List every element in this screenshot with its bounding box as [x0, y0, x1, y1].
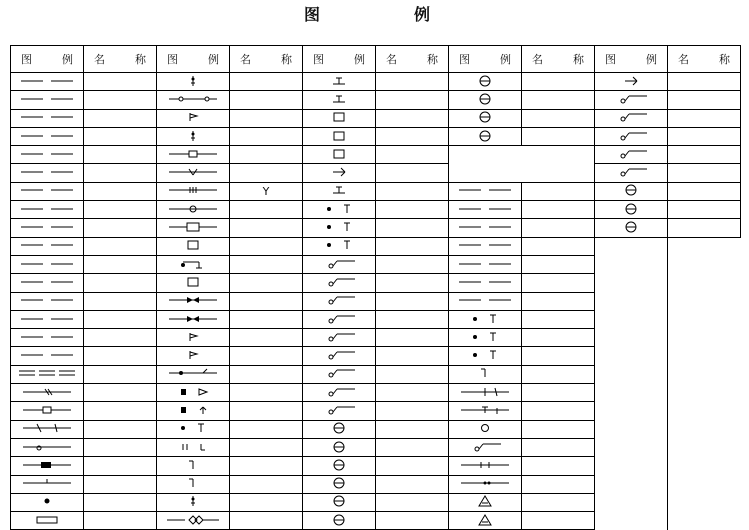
legend-symbol-cell: [595, 109, 668, 127]
legend-name-cell: [84, 310, 157, 328]
legend-symbol-cell: [595, 475, 668, 493]
legend-name-cell: [230, 365, 303, 383]
legend-name-cell: [84, 109, 157, 127]
legend-name-cell: [84, 438, 157, 456]
legend-name-cell: [84, 182, 157, 200]
legend-name-cell: [522, 402, 595, 420]
legend-symbol-cell: [303, 182, 376, 200]
legend-name-cell: [668, 201, 741, 219]
legend-name-cell: [668, 109, 741, 127]
legend-name-cell: [376, 310, 449, 328]
legend-symbol-cell: [11, 292, 84, 310]
legend-symbol-cell: [157, 73, 230, 91]
legend-row: [11, 91, 741, 109]
legend-symbol-cell: [11, 402, 84, 420]
legend-name-cell: [230, 219, 303, 237]
legend-row: [11, 402, 741, 420]
legend-name-cell: [522, 109, 595, 127]
legend-row: [11, 365, 741, 383]
legend-symbol-cell: [449, 127, 522, 145]
legend-name-cell: [668, 73, 741, 91]
legend-name-cell: [84, 237, 157, 255]
legend-row: [11, 438, 741, 456]
legend-symbol-cell: [11, 274, 84, 292]
title-char-2: 例: [414, 5, 431, 24]
legend-symbol-cell: [449, 255, 522, 273]
legend-symbol-cell: [157, 310, 230, 328]
legend-row: [11, 255, 741, 273]
legend-symbol-cell: [303, 310, 376, 328]
legend-symbol-cell: [595, 384, 668, 402]
legend-name-cell: [376, 255, 449, 273]
legend-symbol-cell: [303, 384, 376, 402]
legend-row: [11, 109, 741, 127]
legend-symbol-cell: [449, 237, 522, 255]
legend-symbol-cell: [449, 310, 522, 328]
legend-symbol-cell: [303, 457, 376, 475]
legend-name-cell: [376, 384, 449, 402]
name-note: Y: [262, 184, 270, 198]
legend-symbol-cell: [303, 237, 376, 255]
legend-name-cell: [522, 237, 595, 255]
legend-name-cell: [522, 164, 595, 182]
legend-name-cell: [522, 457, 595, 475]
legend-symbol-cell: [449, 475, 522, 493]
legend-table: [10, 45, 741, 530]
legend-row: [11, 329, 741, 347]
legend-name-cell: [376, 438, 449, 456]
legend-symbol-cell: [157, 127, 230, 145]
legend-symbol-cell: [449, 146, 522, 164]
legend-name-cell: [84, 384, 157, 402]
legend-symbol-cell: [595, 438, 668, 456]
legend-symbol-cell: [11, 91, 84, 109]
legend-symbol-cell: [449, 201, 522, 219]
header-symbol-1: 图 例: [11, 46, 84, 73]
legend-name-cell: [84, 329, 157, 347]
legend-name-cell: [84, 292, 157, 310]
legend-row: [11, 219, 741, 237]
legend-name-cell: [668, 457, 741, 475]
legend-name-cell: [522, 255, 595, 273]
legend-row: [11, 347, 741, 365]
legend-symbol-cell: [595, 274, 668, 292]
legend-symbol-cell: [449, 91, 522, 109]
legend-symbol-cell: [157, 475, 230, 493]
legend-symbol-cell: [303, 365, 376, 383]
header-symbol-3: 图 例: [303, 46, 376, 73]
legend-symbol-cell: [11, 310, 84, 328]
legend-row: [11, 457, 741, 475]
legend-name-cell: [376, 219, 449, 237]
legend-symbol-cell: [449, 457, 522, 475]
legend-name-cell: [668, 475, 741, 493]
legend-symbol-cell: [11, 347, 84, 365]
legend-name-cell: [668, 384, 741, 402]
legend-symbol-cell: [157, 274, 230, 292]
legend-symbol-cell: [449, 512, 522, 530]
legend-name-cell: [84, 201, 157, 219]
legend-symbol-cell: [595, 493, 668, 511]
legend-row: [11, 493, 741, 511]
legend-row: [11, 146, 741, 164]
legend-symbol-cell: [595, 402, 668, 420]
legend-symbol-cell: [303, 73, 376, 91]
legend-name-cell: [522, 347, 595, 365]
legend-symbol-cell: [11, 329, 84, 347]
legend-symbol-cell: [11, 237, 84, 255]
legend-symbol-cell: [157, 365, 230, 383]
legend-name-cell: [230, 201, 303, 219]
header-symbol-2: 图 例: [157, 46, 230, 73]
legend-name-cell: [230, 164, 303, 182]
legend-name-cell: [230, 402, 303, 420]
legend-symbol-cell: [11, 512, 84, 530]
legend-symbol-cell: [11, 457, 84, 475]
legend-name-cell: [376, 292, 449, 310]
legend-symbol-cell: [303, 512, 376, 530]
legend-symbol-cell: [303, 201, 376, 219]
legend-name-cell: [376, 274, 449, 292]
legend-name-cell: [522, 292, 595, 310]
legend-symbol-cell: [449, 274, 522, 292]
legend-symbol-cell: [595, 91, 668, 109]
legend-symbol-cell: [157, 255, 230, 273]
legend-symbol-cell: [157, 292, 230, 310]
legend-symbol-cell: [595, 219, 668, 237]
legend-symbol-cell: [303, 329, 376, 347]
legend-name-cell: [522, 512, 595, 530]
legend-name-cell: [522, 73, 595, 91]
legend-symbol-cell: [157, 493, 230, 511]
title-char-1: 图: [304, 5, 321, 24]
legend-name-cell: [522, 91, 595, 109]
legend-name-cell: [376, 182, 449, 200]
legend-symbol-cell: [157, 329, 230, 347]
legend-name-cell: [84, 127, 157, 145]
legend-name-cell: [376, 347, 449, 365]
legend-symbol-cell: [595, 164, 668, 182]
legend-symbol-cell: [157, 109, 230, 127]
legend-symbol-cell: [303, 292, 376, 310]
legend-symbol-cell: [157, 237, 230, 255]
legend-name-cell: [230, 127, 303, 145]
legend-symbol-cell: [157, 182, 230, 200]
legend-symbol-cell: [595, 310, 668, 328]
legend-name-cell: [668, 438, 741, 456]
legend-symbol-cell: [303, 402, 376, 420]
legend-body: [11, 73, 741, 530]
legend-symbol-cell: [449, 164, 522, 182]
legend-symbol-cell: [11, 201, 84, 219]
legend-symbol-cell: [303, 274, 376, 292]
legend-name-cell: [84, 73, 157, 91]
legend-symbol-cell: [157, 347, 230, 365]
legend-symbol-cell: [303, 146, 376, 164]
legend-name-cell: [230, 292, 303, 310]
legend-symbol-cell: [449, 365, 522, 383]
legend-name-cell: [522, 182, 595, 200]
legend-symbol-cell: [449, 109, 522, 127]
header-row: [11, 46, 741, 73]
legend-symbol-cell: [157, 438, 230, 456]
legend-name-cell: [84, 457, 157, 475]
legend-symbol-cell: [303, 164, 376, 182]
legend-row: [11, 182, 741, 200]
legend-symbol-cell: [595, 73, 668, 91]
legend-name-cell: [668, 274, 741, 292]
legend-name-cell: [376, 475, 449, 493]
legend-symbol-cell: [449, 493, 522, 511]
header-name-2: 名 称: [230, 46, 303, 73]
legend-row: [11, 420, 741, 438]
legend-name-cell: [84, 164, 157, 182]
legend-row: [11, 274, 741, 292]
legend-symbol-cell: [11, 493, 84, 511]
legend-symbol-cell: [157, 512, 230, 530]
legend-row: [11, 73, 741, 91]
legend-name-cell: [376, 201, 449, 219]
legend-symbol-cell: [157, 457, 230, 475]
legend-name-cell: [84, 255, 157, 273]
legend-symbol-cell: [303, 475, 376, 493]
legend-name-cell: [84, 420, 157, 438]
legend-symbol-cell: [449, 420, 522, 438]
legend-row: [11, 512, 741, 530]
legend-symbol-cell: [11, 255, 84, 273]
legend-name-cell: [230, 255, 303, 273]
legend-symbol-cell: [449, 402, 522, 420]
legend-symbol-cell: [157, 420, 230, 438]
legend-symbol-cell: [449, 384, 522, 402]
legend-symbol-cell: [303, 219, 376, 237]
legend-name-cell: [522, 420, 595, 438]
legend-symbol-cell: [595, 127, 668, 145]
legend-name-cell: [668, 146, 741, 164]
header-name-5: 名 称: [668, 46, 741, 73]
legend-symbol-cell: [303, 109, 376, 127]
legend-name-cell: [522, 475, 595, 493]
legend-symbol-cell: [449, 329, 522, 347]
legend-symbol-cell: [449, 292, 522, 310]
legend-name-cell: [668, 512, 741, 530]
legend-name-cell: [668, 292, 741, 310]
legend-symbol-cell: [11, 420, 84, 438]
legend-name-cell: [84, 493, 157, 511]
legend-symbol-cell: [303, 420, 376, 438]
header-name-3: 名 称: [376, 46, 449, 73]
legend-name-cell: [84, 402, 157, 420]
legend-name-cell: [230, 512, 303, 530]
legend-row: [11, 201, 741, 219]
legend-symbol-cell: [595, 201, 668, 219]
legend-name-cell: [230, 420, 303, 438]
legend-name-cell: [668, 164, 741, 182]
legend-symbol-cell: [595, 255, 668, 273]
legend-name-cell: [522, 201, 595, 219]
legend-name-cell: [668, 310, 741, 328]
legend-name-cell: [230, 347, 303, 365]
legend-row: [11, 310, 741, 328]
legend-symbol-cell: [11, 384, 84, 402]
legend-name-cell: [668, 127, 741, 145]
legend-name-cell: [668, 365, 741, 383]
legend-name-cell: [668, 255, 741, 273]
header-symbol-4: 图 例: [449, 46, 522, 73]
legend-name-cell: [230, 182, 303, 200]
legend-name-cell: [230, 457, 303, 475]
legend-symbol-cell: [157, 219, 230, 237]
legend-symbol-cell: [157, 384, 230, 402]
legend-symbol-cell: [157, 402, 230, 420]
legend-name-cell: [668, 329, 741, 347]
legend-symbol-cell: [11, 219, 84, 237]
legend-symbol-cell: [303, 127, 376, 145]
legend-name-cell: [230, 475, 303, 493]
legend-name-cell: [84, 475, 157, 493]
legend-name-cell: [522, 365, 595, 383]
legend-name-cell: [522, 384, 595, 402]
legend-name-cell: [522, 329, 595, 347]
legend-symbol-cell: [11, 438, 84, 456]
legend-name-cell: [376, 512, 449, 530]
legend-row: [11, 127, 741, 145]
legend-row: [11, 164, 741, 182]
legend-name-cell: [376, 73, 449, 91]
legend-name-cell: [84, 365, 157, 383]
legend-symbol-cell: [595, 420, 668, 438]
legend-symbol-cell: [303, 493, 376, 511]
legend-symbol-cell: [303, 347, 376, 365]
legend-name-cell: [376, 109, 449, 127]
legend-name-cell: [376, 493, 449, 511]
legend-name-cell: [522, 438, 595, 456]
header-name-1: 名 称: [84, 46, 157, 73]
legend-name-cell: [84, 274, 157, 292]
legend-name-cell: [522, 127, 595, 145]
legend-symbol-cell: [157, 164, 230, 182]
legend-name-cell: [230, 493, 303, 511]
legend-name-cell: [668, 402, 741, 420]
legend-symbol-cell: [595, 457, 668, 475]
legend-symbol-cell: [449, 347, 522, 365]
legend-symbol-cell: [11, 182, 84, 200]
legend-symbol-cell: [595, 292, 668, 310]
legend-name-cell: [230, 310, 303, 328]
header-symbol-5: 图 例: [595, 46, 668, 73]
legend-row: [11, 237, 741, 255]
legend-row: [11, 384, 741, 402]
legend-name-cell: [668, 182, 741, 200]
legend-name-cell: [230, 109, 303, 127]
legend-symbol-cell: [303, 255, 376, 273]
legend-symbol-cell: [11, 365, 84, 383]
legend-name-cell: [230, 274, 303, 292]
legend-symbol-cell: [11, 127, 84, 145]
legend-row: [11, 475, 741, 493]
legend-symbol-cell: [595, 512, 668, 530]
legend-symbol-cell: [449, 182, 522, 200]
legend-name-cell: [668, 91, 741, 109]
legend-name-cell: [376, 420, 449, 438]
legend-symbol-cell: [11, 146, 84, 164]
legend-name-cell: [230, 91, 303, 109]
legend-name-cell: [376, 127, 449, 145]
legend-symbol-cell: [449, 73, 522, 91]
header-name-4: 名 称: [522, 46, 595, 73]
legend-name-cell: [376, 329, 449, 347]
legend-name-cell: [522, 219, 595, 237]
legend-name-cell: [376, 365, 449, 383]
legend-name-cell: [376, 237, 449, 255]
legend-symbol-cell: [157, 146, 230, 164]
legend-symbol-cell: [595, 182, 668, 200]
legend-name-cell: [668, 493, 741, 511]
legend-symbol-cell: [595, 237, 668, 255]
legend-name-cell: [668, 347, 741, 365]
legend-symbol-cell: [11, 164, 84, 182]
legend-name-cell: [230, 73, 303, 91]
legend-symbol-cell: [595, 347, 668, 365]
legend-symbol-cell: [303, 91, 376, 109]
legend-symbol-cell: [595, 146, 668, 164]
legend-symbol-cell: [303, 438, 376, 456]
legend-name-cell: [376, 91, 449, 109]
legend-name-cell: [668, 420, 741, 438]
legend-name-cell: [84, 146, 157, 164]
legend-name-cell: [230, 329, 303, 347]
legend-symbol-cell: [11, 73, 84, 91]
legend-symbol-cell: [11, 109, 84, 127]
legend-name-cell: [376, 146, 449, 164]
legend-name-cell: [230, 384, 303, 402]
legend-name-cell: [376, 457, 449, 475]
legend-name-cell: [84, 219, 157, 237]
legend-name-cell: [668, 237, 741, 255]
legend-name-cell: [376, 402, 449, 420]
legend-name-cell: [230, 438, 303, 456]
legend-name-cell: [522, 146, 595, 164]
legend-name-cell: [84, 512, 157, 530]
legend-name-cell: [522, 493, 595, 511]
legend-symbol-cell: [11, 475, 84, 493]
legend-name-cell: [84, 91, 157, 109]
legend-name-cell: [230, 146, 303, 164]
legend-symbol-cell: [157, 91, 230, 109]
legend-name-cell: [668, 219, 741, 237]
legend-symbol-cell: [595, 365, 668, 383]
legend-name-cell: [230, 237, 303, 255]
page-title: [0, 2, 749, 24]
legend-symbol-cell: [449, 438, 522, 456]
legend-symbol-cell: [157, 201, 230, 219]
legend-row: [11, 292, 741, 310]
legend-name-cell: [84, 347, 157, 365]
legend-symbol-cell: [449, 219, 522, 237]
legend-name-cell: [522, 310, 595, 328]
legend-name-cell: [376, 164, 449, 182]
legend-symbol-cell: [595, 329, 668, 347]
legend-name-cell: [522, 274, 595, 292]
